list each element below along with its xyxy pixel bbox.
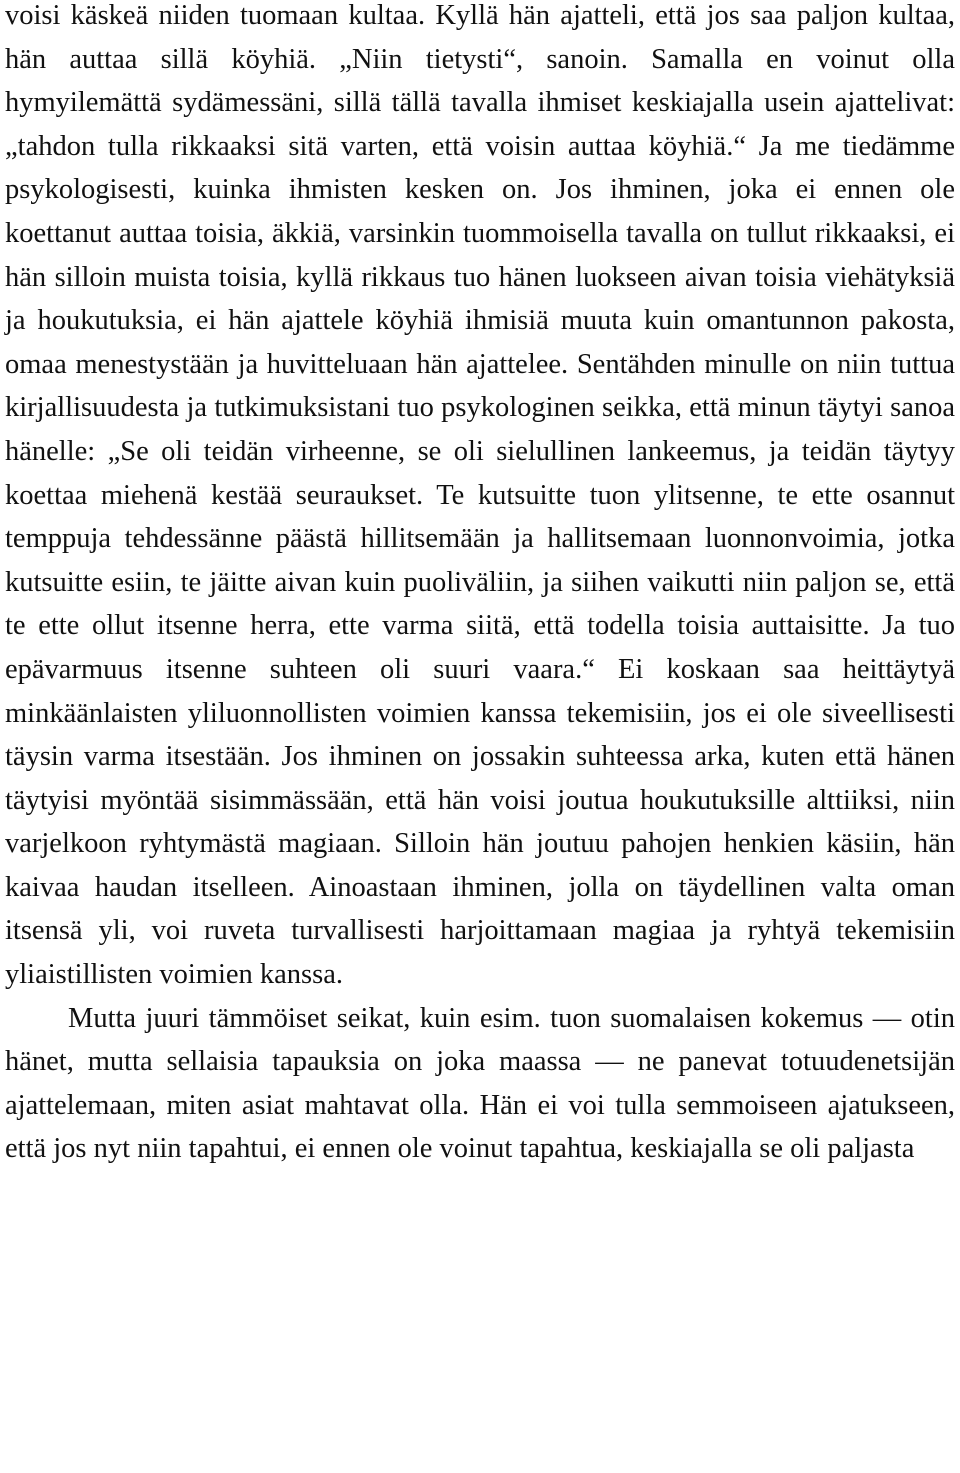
- paragraph-1: voisi käskeä niiden tuomaan kultaa. Kyllä hän ajatteli, että jos saa paljon kultaa, hän auttaa sillä köyhiä. „Niin tietysti“, sanoin. Samalla en voinut olla hymyilemättä sydämessäni, sillä tällä tavalla ihmiset keskiajalla usein ajattelivat: „tahdon tulla rikkaaksi sitä varten, että voisin auttaa köyhiä.“ Ja me tiedämme psykologisesti, kuinka ihmisten kesken on. Jos ihminen, joka ei ennen ole koettanut auttaa toisia, äkkiä, varsinkin tuommoisella tavalla on tullut rikkaaksi, ei hän silloin muista toisia, kyllä rikkaus tuo hänen luokseen aivan toisia viehätyksiä ja houkutuksia, ei hän ajattele köyhiä ihmisiä muuta kuin omantunnon pakosta, omaa menestystään ja huvitteluaan hän ajattelee. Sentähden minulle on niin tuttua kirjallisuudesta ja tutkimuksistani tuo psykologinen seikka, että minun täytyi sanoa hänelle: „Se oli teidän virheenne, se oli sielullinen lankeemus, ja teidän täytyy koettaa miehenä kestää seuraukset. Te kutsuitte tuon ylitsenne, te ette osannut temppuja tehdessänne päästä hillitsemään ja hallitsemaan luonnonvoimia, jotka kutsuitte esiin, te jäitte aivan kuin puoliväliin, ja siihen vaikutti niin paljon se, että te ette ollut itsenne herra, ette varma siitä, että todella toisia auttaisitte. Ja tuo epävarmuus itsenne suhteen oli suuri vaara.“ Ei koskaan saa heittäytyä minkäänlaisten yliluonnollisten voimien kanssa tekemisiin, jos ei ole siveellisesti täysin varma itsestään. Jos ihminen on jossakin suhteessa arka, kuten että hänen täytyisi myöntää sisimmässään, että hän voisi joutua houkutuksille alttiiksi, niin varjelkoon ryhtymästä magiaan. Silloin hän joutuu pahojen henkien käsiin, hän kaivaa haudan itselleen. Ainoastaan ihminen, jolla on täydellinen valta oman itsensä yli, voi ruveta turvallisesti harjoittamaan magiaa ja ryhtyä tekemisiin yliaistillisten voimien kanssa.: [5, 0, 955, 991]
- document-page: [5, 0, 955, 1171]
- paragraph-2: Mutta juuri tämmöiset seikat, kuin esim. tuon suomalaisen kokemus — otin hänet, mutta sellaisia tapauksia on joka maassa — ne panevat totuudenetsijän ajattelemaan, miten asiat mahtavat olla. Hän ei voi tulla semmoiseen ajatukseen, että jos nyt niin tapahtui, ei ennen ole voinut tapahtua, keskiajalla se oli paljasta: [5, 1002, 955, 1165]
